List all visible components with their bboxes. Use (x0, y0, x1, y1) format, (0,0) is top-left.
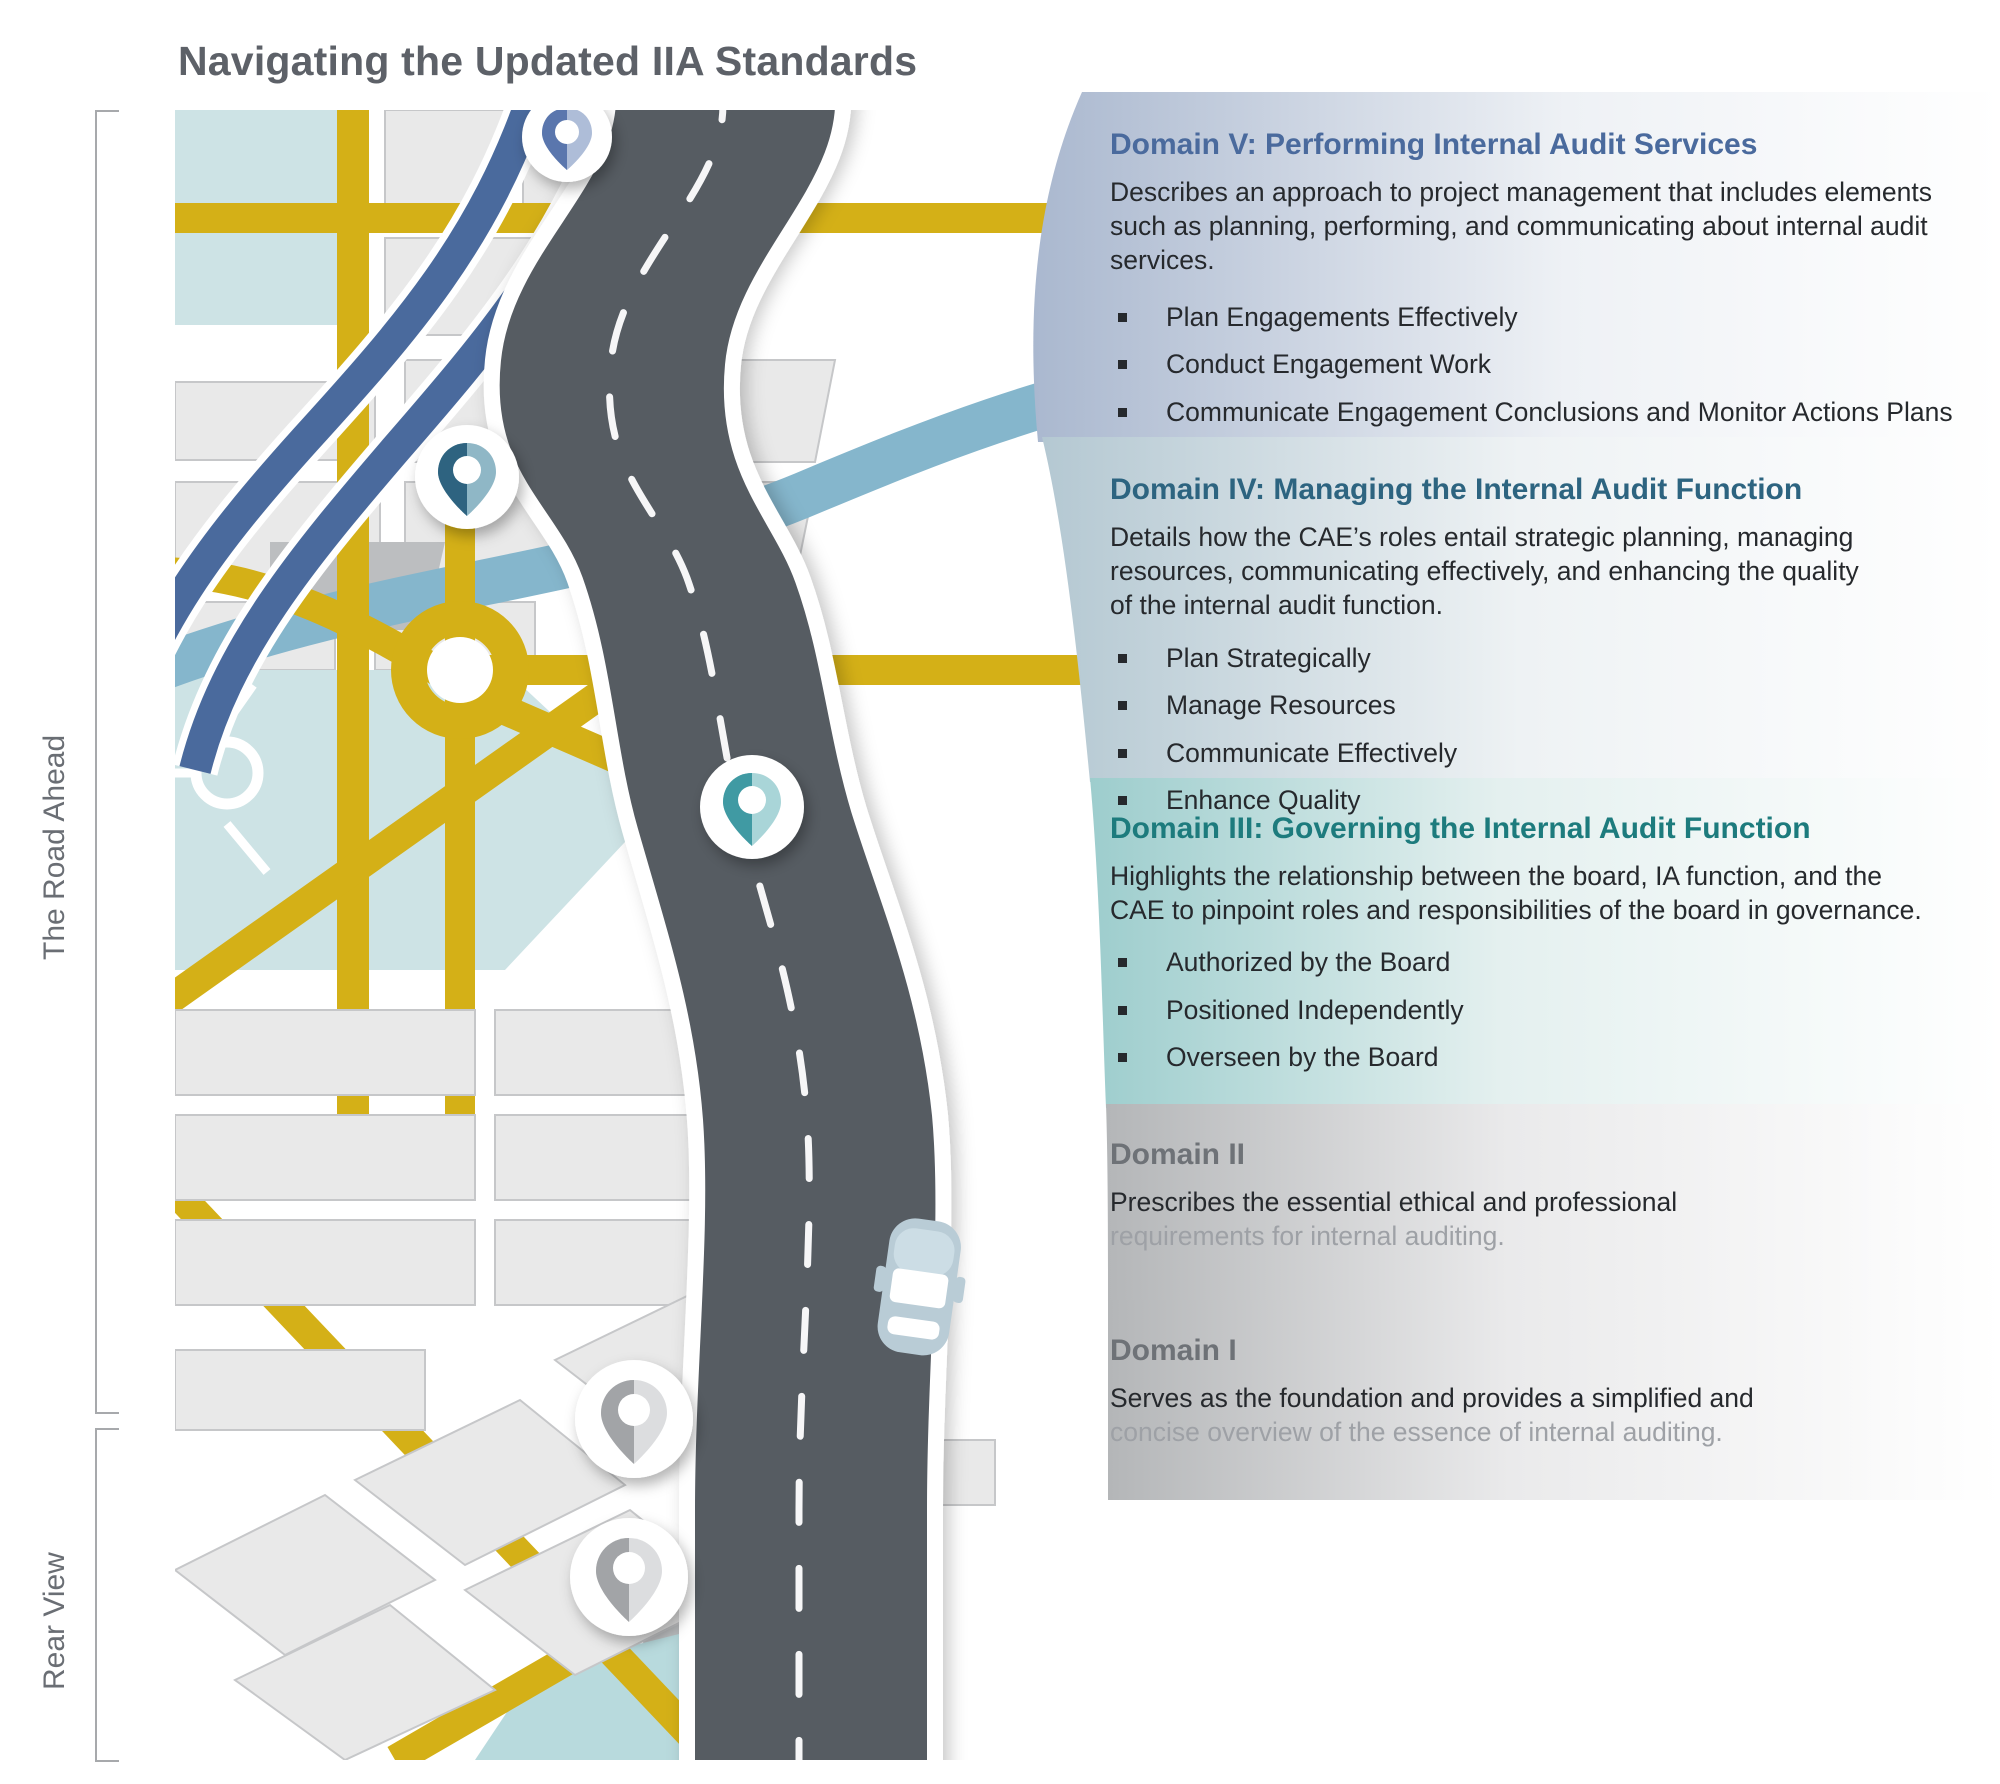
domain-iv-title: Domain IV: Managing the Internal Audit Function (1110, 473, 1803, 506)
bracket-road-ahead (95, 110, 119, 1414)
bracket-rear-view (95, 1428, 119, 1762)
domain-iv-bullet: Manage Resources (1110, 688, 1960, 722)
domain-v-description: Describes an approach to project management that includes elements such as planning, performing, and communicating about internal audit services. (1110, 176, 1932, 276)
page-title: Navigating the Updated IIA Standards (178, 38, 918, 84)
domain-ii-description-strong: Prescribes the essential ethical and professional (1110, 1186, 1678, 1217)
rail-label-road-ahead: The Road Ahead (38, 734, 71, 960)
domain-ii-description-fade: requirements for internal auditing. (1110, 1220, 1505, 1251)
domain-i-description-fade: concise overview of the essence of internal auditing. (1110, 1416, 1723, 1447)
domain-iii-bullet-list (1110, 945, 1960, 1074)
domain-iv-bullet: Enhance Quality (1110, 783, 1960, 817)
domain-iv-bullet: Plan Strategically (1110, 641, 1960, 675)
pin-domain-iv (415, 425, 519, 529)
domain-ii-title: Domain II (1110, 1138, 1246, 1171)
domain-i-title: Domain I (1110, 1334, 1237, 1367)
domain-v-title: Domain V: Performing Internal Audit Services (1110, 128, 1758, 161)
domain-i-description-strong: Serves as the foundation and provides a simplified and (1110, 1382, 1754, 1413)
domain-v-bullet: Plan Engagements Effectively (1110, 300, 1960, 334)
domain-band-ii (1020, 1104, 2000, 1301)
domain-v-bullet: Conduct Engagement Work (1110, 347, 1960, 381)
domain-iii-title: Domain III: Governing the Internal Audit Function (1110, 812, 1811, 845)
domain-iv-description: Details how the CAE’s roles entail strategic planning, managing resources, communicating effectively, and enhancing the quality of the internal audit function. (1110, 521, 1859, 621)
domain-band-v (1020, 92, 2000, 442)
domain-band-iv (1020, 437, 2000, 816)
left-rail (0, 0, 175, 1784)
pin-domain-i (570, 1518, 688, 1636)
domain-iii-description: Highlights the relationship between the board, IA function, and the CAE to pinpoint roles and responsibilities of the board in governance. (1110, 860, 1922, 925)
pin-domain-ii (575, 1360, 693, 1478)
domain-band-i (1020, 1300, 2000, 1500)
domain-iii-bullet: Positioned Independently (1110, 993, 1960, 1027)
domain-iii-bullet: Overseen by the Board (1110, 1040, 1960, 1074)
domain-iv-bullet: Communicate Effectively (1110, 736, 1960, 770)
domain-v-bullet-list (1110, 300, 1960, 429)
domain-v-bullet: Communicate Engagement Conclusions and Monitor Actions Plans (1110, 395, 1960, 429)
domain-iii-bullet: Authorized by the Board (1110, 945, 1960, 979)
map-roundabout (408, 618, 512, 722)
pin-domain-iii (700, 755, 804, 859)
rail-label-rear-view: Rear View (38, 1552, 71, 1690)
domain-band-iii (1020, 778, 2000, 1108)
